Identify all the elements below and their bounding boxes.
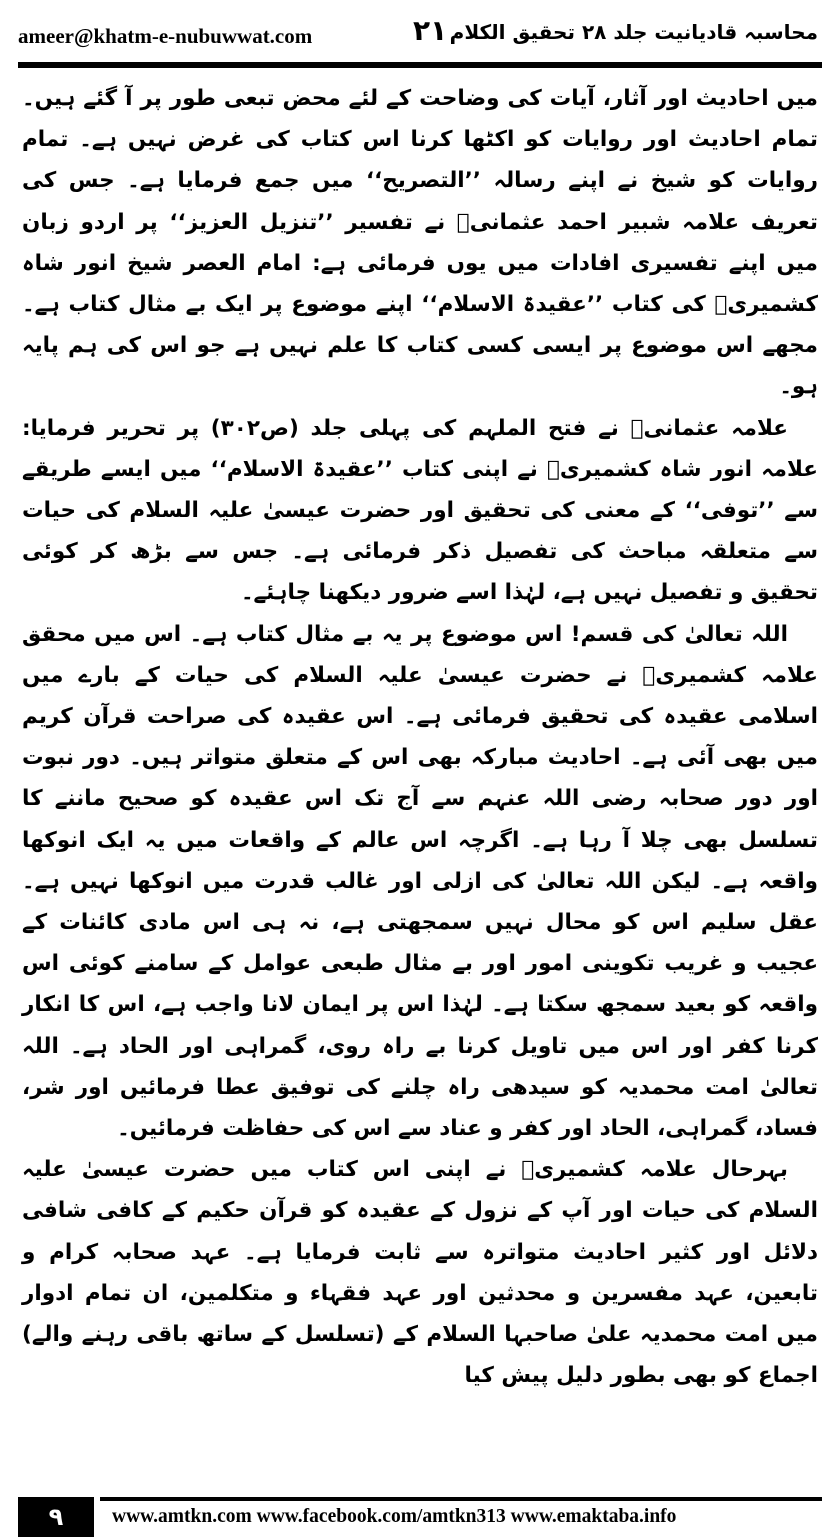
footer-page-number: ۹ — [18, 1497, 94, 1537]
header-page-number: ۲۱ — [413, 14, 448, 47]
footer-links: www.amtkn.com www.facebook.com/amtkn313 www.emaktaba.info — [112, 1506, 677, 1527]
body-text — [22, 78, 818, 1397]
header-email: ameer@khatm-e-nubuwwat.com — [18, 24, 313, 48]
paragraph-1: میں احادیث اور آثار، آیات کی وضاحت کے لئے محض تبعی طور پر آ گئے ہیں۔ تمام احادیث اور روایات کو اکٹھا کرنا اس کتاب کی غرض نہیں ہے۔ تمام روایات کو شیخ نے اپنے رسالہ ’’التصریح‘‘ میں جمع فرمایا ہے۔ جس کی تعریف علامہ شبیر احمد عثمانیؒ نے تفسیر ’’تنزیل العزیز‘‘ پر اردو زبان میں اپنے تفسیری افادات میں یوں فرمائی ہے: امام العصر شیخ انور شاہ کشمیریؒ کی کتاب ’’عقیدۃ الاسلام‘‘ اپنے موضوع پر ایک بے مثال کتاب ہے۔ مجھے اس موضوع پر ایسی کسی کتاب کا علم نہیں ہے جو اس کی ہم پایہ ہو۔ — [22, 86, 818, 400]
footer-divider — [100, 1497, 822, 1501]
header-book-title: محاسبہ قادیانیت جلد ۲۸ تحقیق الکلام — [449, 20, 818, 44]
paragraph-4: بہرحال علامہ کشمیریؒ نے اپنی اس کتاب میں حضرت عیسیٰ علیہ السلام کی حیات اور آپ کے نزول کے عقیدہ کو قرآن حکیم کے کافی شافی دلائل اور کثیر احادیث متواترہ سے ثابت فرمایا ہے۔ عہد صحابہ کرام و تابعین، عہد مفسرین و محدثین اور عہد فقہاء و متکلمین، ان تمام ادوار میں امت محمدیہ علیٰ صاحبہا السلام کے (تسلسل کے ساتھ باقی رہنے والے) اجماع کو بھی بطور دلیل پیش کیا — [22, 1157, 818, 1389]
header-divider — [18, 62, 822, 68]
page-header — [18, 10, 818, 60]
paragraph-2: علامہ عثمانیؒ نے فتح الملہم کی پہلی جلد (ص۳۰۲) پر تحریر فرمایا: علامہ انور شاہ کشمیریؒ نے اپنی کتاب ’’عقیدۃ الاسلام‘‘ میں ایسے طریقے سے ’’توفی‘‘ کے معنی کی تحقیق اور حضرت عیسیٰ علیہ السلام کی حیات سے متعلقہ مباحث کی تفصیل ذکر فرمائی ہے۔ جس سے بڑھ کر کوئی تحقیق و تفصیل نہیں ہے، لہٰذا اسے ضرور دیکھنا چاہئے۔ — [22, 415, 818, 606]
paragraph-3: اللہ تعالیٰ کی قسم! اس موضوع پر یہ بے مثال کتاب ہے۔ اس میں محقق علامہ کشمیریؒ نے حضرت عیسیٰ علیہ السلام کی حیات کے بارے میں اسلامی عقیدہ کی تحقیق فرمائی ہے۔ اس عقیدہ کی صراحت قرآن کریم میں بھی آئی ہے۔ احادیث مبارکہ بھی اس کے متعلق متواتر ہیں۔ دور نبوت اور دور صحابہ رضی اللہ عنہم سے آج تک اس عقیدہ کو صحیح ماننے کا تسلسل بھی چلا آ رہا ہے۔ اگرچہ اس عالم کے واقعات میں یہ ایک انوکھا واقعہ ہے۔ لیکن اللہ تعالیٰ کی ازلی اور غالب قدرت میں انوکھا نہیں ہے۔ عقل سلیم اس کو محال نہیں سمجھتی ہے، نہ ہی اس مادی کائنات کے عجیب و غریب تکوینی امور اور بے مثال طبعی عوامل کے سامنے کوئی اس واقعہ کو بعید سمجھ سکتا ہے۔ لہٰذا اس پر ایمان لانا واجب ہے، اس کا انکار کرنا کفر اور اس میں تاویل کرنا بے راہ روی، گمراہی اور الحاد ہے۔ اللہ تعالیٰ امت محمدیہ کو سیدھی راہ چلنے کی توفیق عطا فرمائیں اور شر، فساد، گمراہی، الحاد اور کفر و عناد سے اس کی حفاظت فرمائیں۔ — [22, 621, 818, 1142]
